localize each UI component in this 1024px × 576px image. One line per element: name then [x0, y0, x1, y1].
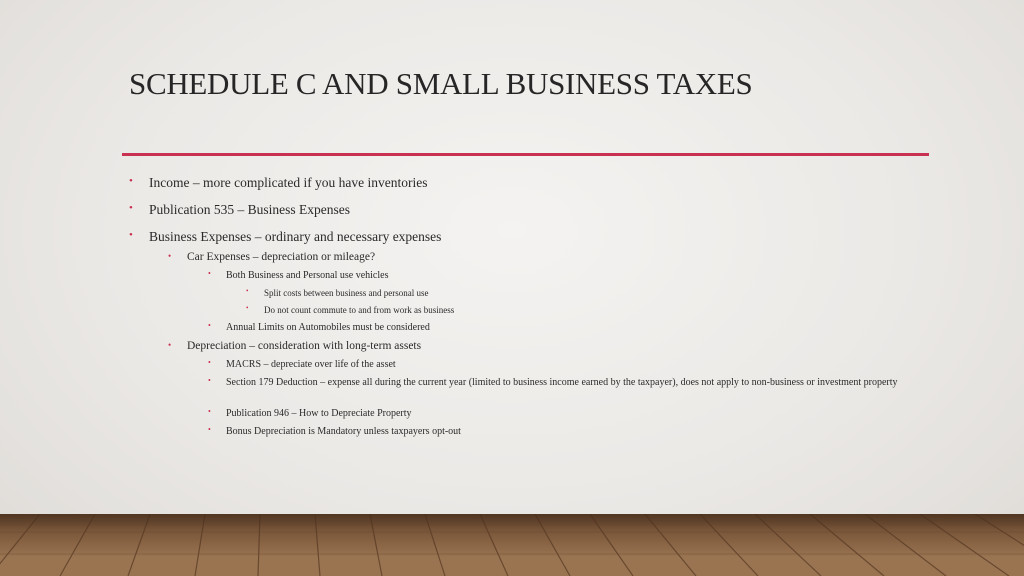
bullet-text: Depreciation – consideration with long-term assets — [187, 340, 422, 352]
wood-plank-pattern — [0, 514, 1024, 576]
bullet-dot-icon: • — [129, 175, 133, 187]
bullet-dot-icon: • — [208, 376, 211, 385]
bullet-text: MACRS – depreciate over life of the asset — [226, 359, 396, 370]
bullet-bonus-depreciation — [208, 425, 461, 439]
title-divider — [122, 153, 929, 156]
bullet-vehicles — [208, 269, 389, 283]
bullet-annual-limits — [208, 321, 430, 335]
bullet-dot-icon: • — [168, 340, 172, 350]
bullet-dot-icon: • — [208, 321, 211, 330]
bullet-macrs — [208, 358, 396, 372]
bullet-dot-icon: • — [246, 304, 249, 312]
bullet-text: Car Expenses – depreciation or mileage? — [187, 251, 376, 263]
bullet-text: Bonus Depreciation is Mandatory unless taxpayers opt-out — [226, 426, 461, 437]
bullet-text: Publication 946 – How to Depreciate Property — [226, 408, 412, 419]
bullet-text: Do not count commute to and from work as business — [264, 305, 455, 315]
bullet-section-179 — [208, 376, 926, 390]
slide-title: SCHEDULE C AND SMALL BUSINESS TAXES — [129, 66, 753, 101]
bullet-commute — [246, 304, 455, 316]
bullet-dot-icon: • — [208, 269, 211, 278]
bullet-text: Both Business and Personal use vehicles — [226, 270, 389, 281]
bullet-publication-535 — [129, 201, 350, 219]
bullet-text: Section 179 Deduction – expense all during the current year (limited to business income earned by the taxpayer), does not apply to non-business or investment property — [226, 377, 898, 388]
bullet-dot-icon: • — [168, 251, 172, 261]
bullet-dot-icon: • — [246, 287, 249, 295]
bullet-dot-icon: • — [208, 358, 211, 367]
wood-floor-background — [0, 514, 1024, 576]
bullet-publication-946 — [208, 407, 412, 421]
bullet-income — [129, 174, 428, 192]
bullet-business-expenses — [129, 228, 442, 246]
bullet-dot-icon: • — [208, 425, 211, 434]
bullet-dot-icon: • — [208, 407, 211, 416]
bullet-depreciation — [168, 339, 422, 355]
bullet-dot-icon: • — [129, 229, 133, 241]
bullet-text: Annual Limits on Automobiles must be considered — [226, 322, 430, 333]
bullet-split-costs — [246, 287, 429, 299]
bullet-text: Business Expenses – ordinary and necessary expenses — [149, 229, 442, 244]
bullet-text: Split costs between business and personal use — [264, 288, 429, 298]
bullet-dot-icon: • — [129, 202, 133, 214]
bullet-text: Publication 535 – Business Expenses — [149, 202, 350, 217]
bullet-text: Income – more complicated if you have inventories — [149, 175, 428, 190]
bullet-car-expenses — [168, 250, 376, 266]
